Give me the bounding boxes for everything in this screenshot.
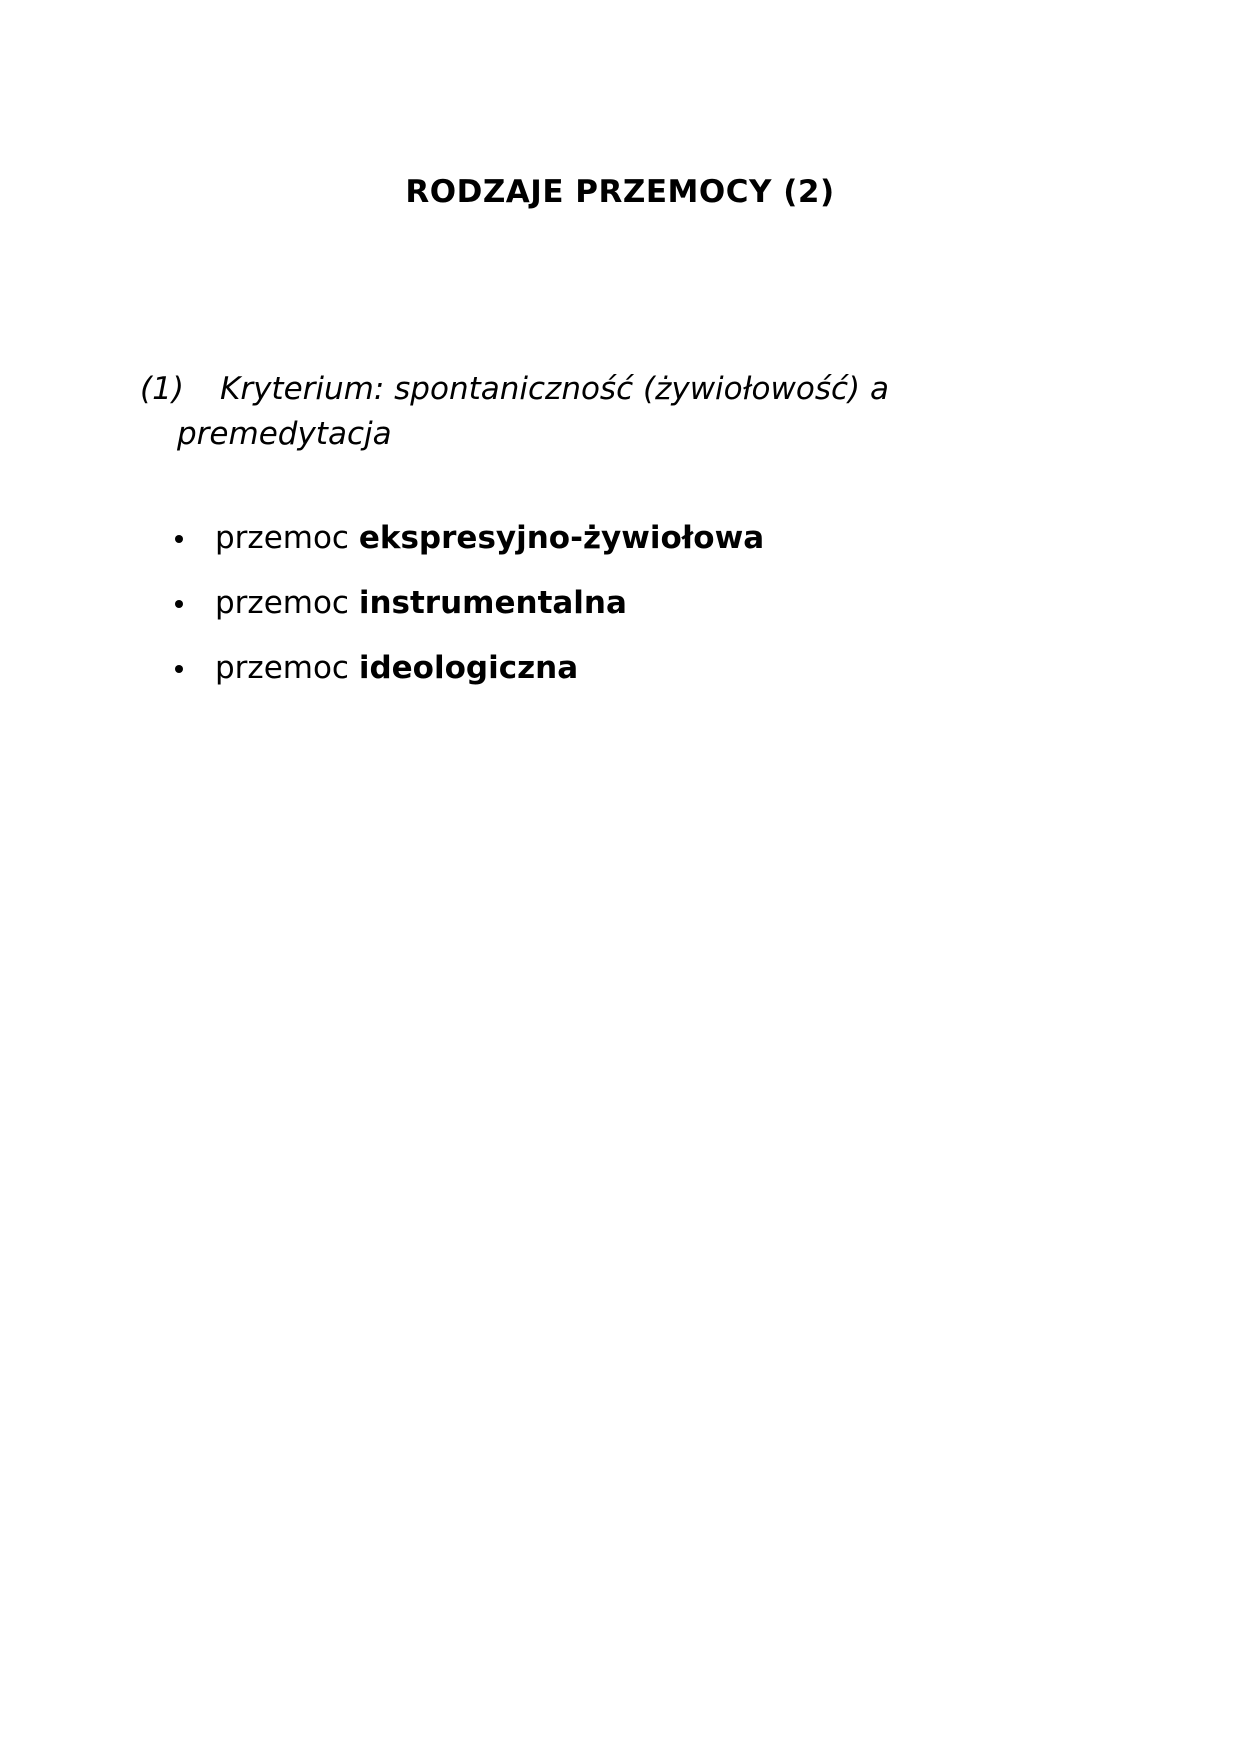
criterion-number: (1) (140, 371, 184, 407)
bullet-icon (175, 665, 183, 673)
list-item-prefix: przemoc (215, 585, 349, 621)
criterion-heading (140, 367, 1000, 457)
bullet-icon (175, 535, 183, 543)
bullet-icon (175, 600, 183, 608)
list-item-text (215, 581, 627, 626)
list-item-term: ekspresyjno-żywiołowa (358, 520, 765, 556)
criterion-text-line2: premedytacja (177, 416, 392, 452)
list-item-text (215, 516, 764, 561)
page-title: RODZAJE PRZEMOCY (2) (405, 174, 835, 210)
list-item-term: ideologiczna (358, 650, 579, 686)
list-item-prefix: przemoc (215, 520, 349, 556)
list-item-term: instrumentalna (358, 585, 627, 621)
list-item-text (215, 646, 578, 691)
criterion-text-line1: Kryterium: spontaniczność (żywiołowość) a (220, 371, 889, 407)
list-item-prefix: przemoc (215, 650, 349, 686)
